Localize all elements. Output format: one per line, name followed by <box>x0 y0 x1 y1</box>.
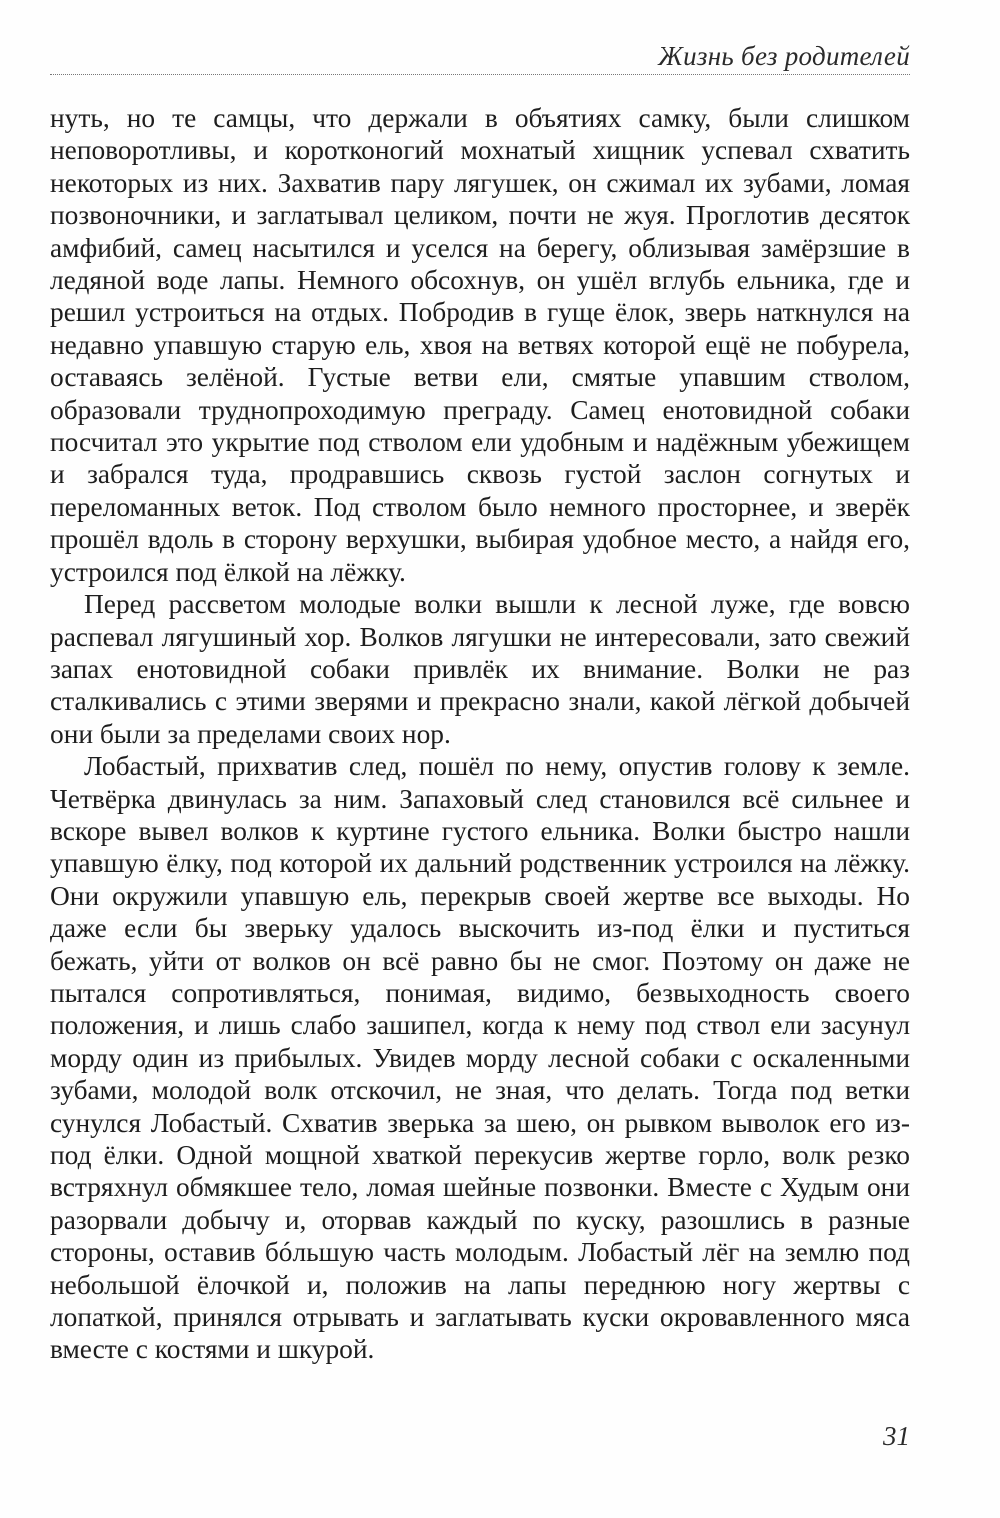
running-title: Жизнь без родителей <box>658 41 910 71</box>
body-text <box>50 102 910 1366</box>
paragraph: Лобастый, прихватив след, пошёл по нему, опустив голову к земле. Четвёрка двинулась за ним. Запаховый след становился всё сильнее и вскоре вывел волков к куртине густого ельника. Волки быстро нашли упавшую ёлку, под которой их дальний родственник устроился на лёжку. Они окружили упавшую ель, перекрыв своей жертве все выходы. Но даже если бы зверьку удалось выскочить из-под ёлки и пуститься бежать, уйти от волков он всё равно бы не смог. Поэтому он даже не пытался сопротивляться, понимая, видимо, безвыходность своего положения, и лишь слабо зашипел, когда к нему под ствол ели засунул морду один из прибылых. Увидев морду лесной собаки с оскаленными зубами, молодой волк отскочил, не зная, что делать. Тогда под ветки сунулся Лобастый. Схватив зверька за шею, он рывком выволок его из-под ёлки. Одной мощной хваткой перекусив жертве горло, волк резко встряхнул обмякшее тело, ломая шейные позвонки. Вместе с Худым они разорвали добычу и, оторвав каждый по куску, разошлись в разные стороны, оставив бóльшую часть молодым. Лобастый лёг на землю под небольшой ёлочкой и, положив на лапы переднюю ногу жертвы с лопаткой, принялся отрывать и заглатывать куски окровавленного мяса вместе с костями и шкурой. <box>50 751 910 1365</box>
header-divider <box>50 74 910 75</box>
running-header <box>50 40 910 78</box>
page-number: 31 <box>883 1421 910 1451</box>
paragraph-continued: нуть, но те самцы, что держали в объятиях самку, были слишком неповоротливы, и коротконогий мохнатый хищник успевал схватить некоторых из них. Захватив пару лягушек, он сжимал их зубами, ломая позвоночники, и заглатывал целиком, почти не жуя. Проглотив десяток амфибий, самец насытился и уселся на берегу, облизывая замёрзшие в ледяной воде лапы. Немного обсохнув, он ушёл вглубь ельника, где и решил устроиться на отдых. Побродив в гуще ёлок, зверь наткнулся на недавно упавшую старую ель, хвоя на ветвях которой ещё не побурела, оставаясь зелёной. Густые ветви ели, смятые упавшим стволом, образовали труднопроходимую преграду. Самец енотовидной собаки посчитал это укрытие под стволом ели удобным и надёжным убежищем и забрался туда, продравшись сквозь густой заслон согнутых и переломанных веток. Под стволом было немного просторнее, и зверёк прошёл вдоль в сторону верхушки, выбирая удобное место, а найдя его, устроился под ёлкой на лёжку. <box>50 103 910 587</box>
paragraph: Перед рассветом молодые волки вышли к лесной луже, где вовсю распевал лягушиный хор. Волков лягушки не интересовали, зато свежий запах енотовидной собаки привлёк их внимание. Волки не раз сталкивались с этими зверями и прекрасно знали, какой лёгкой добычей они были за пределами своих нор. <box>50 589 910 749</box>
